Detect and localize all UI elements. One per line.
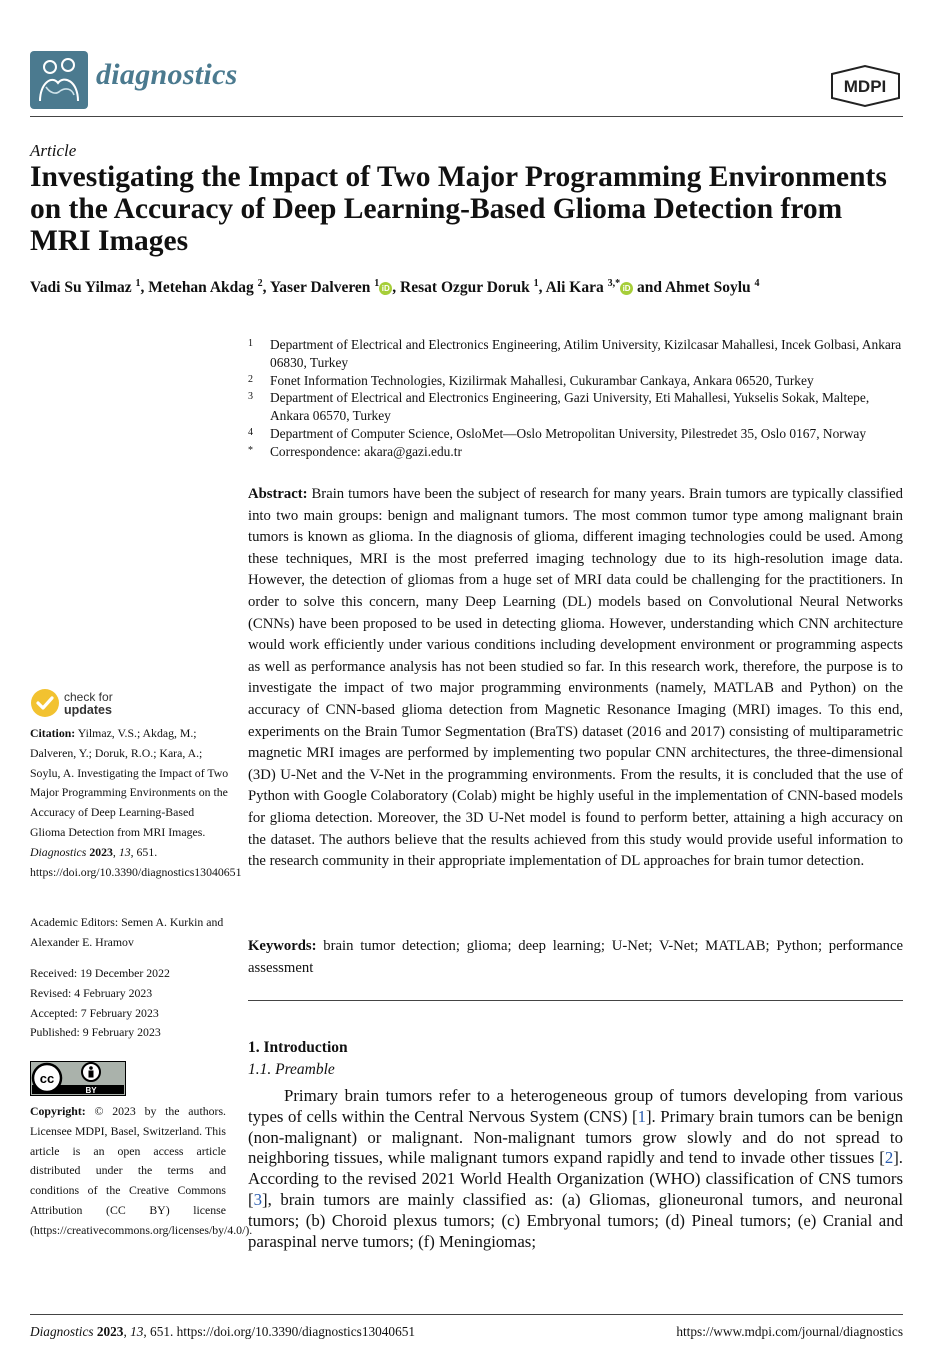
reference-link[interactable]: 2 xyxy=(884,1148,894,1168)
published-date: Published: 9 February 2023 xyxy=(30,1025,161,1040)
affiliation-item: 4 Department of Computer Science, OsloMet—Oslo Metropolitan University, Pilestredet 35, Oslo 0167, Norway xyxy=(248,425,867,441)
copyright-notice: Copyright: © 2023 by the authors. Licensee MDPI, Basel, Switzerland. This article is an open access article distributed under the terms and conditions of the Creative Commons Attribution (CC BY) license (https://creativecommons.org/licenses/by/4.0/). xyxy=(30,1104,253,1237)
author-name: Metehan Akdag xyxy=(148,279,258,297)
affiliations xyxy=(248,336,908,461)
article-type: Article xyxy=(30,141,77,160)
abstract xyxy=(248,484,903,873)
journal-url-link[interactable]: https://www.mdpi.com/journal/diagnostics xyxy=(676,1324,903,1339)
publisher-logo-icon xyxy=(828,64,903,108)
abstract-label: Abstract: xyxy=(248,486,308,502)
check-for-updates-button[interactable]: check for updates xyxy=(30,688,160,720)
cc-by-license-badge[interactable] xyxy=(30,1061,126,1096)
author-list: Vadi Su Yilmaz $^1$, Metehan Akdag $^2$, Yaser Dalveren $^1$ iD , Resat Ozgur Doruk $^1$, Ali Kara $^{3,*}$ iD and Ahmet Soylu $^4$ xyxy=(30,278,760,297)
keywords-text: brain tumor detection; glioma; deep learning; U-Net; V-Net; MATLAB; Python; performance assessment xyxy=(248,938,904,976)
abstract-divider xyxy=(248,1000,903,1001)
publication-dates xyxy=(30,964,230,1043)
author-name: Ali Kara xyxy=(545,279,608,297)
received-date: Received: 19 December 2022 xyxy=(30,966,170,980)
author-name: Vadi Su Yilmaz xyxy=(30,279,136,297)
author-affiliation-marker: 2 xyxy=(257,278,263,289)
affiliation-item: 1 Department of Electrical and Electronics Engineering, Atilim University, Kizilcasar Mahallesi, Incek Golbasi, Ankara 06830, Turkey xyxy=(248,337,902,370)
orcid-icon[interactable]: iD xyxy=(620,282,633,295)
article-title: Investigating the Impact of Two Major Programming Environments on the Accuracy of Deep Learning-Based Glioma Detection from MRI Images xyxy=(30,161,887,257)
affiliation-item: 2 Fonet Information Technologies, Kizilirmak Mahallesi, Cukurambar Cankaya, Ankara 06520, Turkey xyxy=(248,372,814,388)
journal-name: diagnostics xyxy=(96,58,238,91)
subsection-heading: 1.1. Preamble xyxy=(248,1061,335,1078)
svg-text:cc: cc xyxy=(39,1071,55,1086)
academic-editors: Academic Editors: Semen A. Kurkin and Alexander E. Hramov xyxy=(30,915,224,949)
reference-link[interactable]: 1 xyxy=(637,1106,646,1126)
keywords-label: Keywords: xyxy=(248,938,317,954)
reference-link[interactable]: 3 xyxy=(253,1189,262,1209)
orcid-icon[interactable]: iD xyxy=(379,282,392,295)
footer-citation: Diagnostics 2023, 13, 651. https://doi.org/10.3390/diagnostics13040651 xyxy=(30,1324,416,1339)
check-updates-icon xyxy=(30,688,60,718)
svg-text:BY: BY xyxy=(85,1086,97,1095)
author-name: Ahmet Soylu xyxy=(664,279,755,297)
accepted-date: Accepted: 7 February 2023 xyxy=(30,1005,159,1020)
affiliation-item: 3 Department of Electrical and Electronics Engineering, Gazi University, Eti Mahallesi, Yukselis Sokak, Maltepe, Ankara 06570, Turkey xyxy=(248,390,870,424)
header-divider xyxy=(30,116,903,117)
section-heading: 1. Introduction xyxy=(248,1039,348,1056)
revised-date: Revised: 4 February 2023 xyxy=(30,985,153,1000)
citation-block: Citation: Yilmaz, V.S.; Akdag, M.; Dalveren, Y.; Doruk, R.O.; Kara, A.; Soylu, A. Investigating the Impact of Two Major Programming Environments on the Accuracy of Deep Learning-Based Glioma Detection from MRI Images. Diagnostics 2023, 13, 651. https://doi.org/10.3390/diagnostics13040651 xyxy=(30,726,242,879)
author-name: Yaser Dalveren xyxy=(269,279,375,297)
author-affiliation-marker: 1 xyxy=(135,278,141,289)
journal-logo-icon xyxy=(30,51,88,109)
keywords xyxy=(248,936,903,979)
author-affiliation-marker: 1 xyxy=(533,278,539,289)
author-name: Resat Ozgur Doruk xyxy=(400,279,534,297)
correspondence-item: * Correspondence: akara@gazi.edu.tr xyxy=(248,443,462,459)
author-affiliation-marker: 1 xyxy=(374,278,380,289)
footer-divider xyxy=(30,1314,903,1315)
author-affiliation-marker: 3,* xyxy=(607,278,621,289)
publisher-name: MDPI xyxy=(843,77,887,96)
abstract-text: Brain tumors have been the subject of research for many years. Brain tumors are typically classified into two main groups: benign and malignant tumors. The most common tumor type among malignant brain tumors is known as glioma. In the diagnosis of glioma, different imaging technologies could be used. Among these techniques, MRI is the most preferred imaging technology due to its high-resolution image data. However, the detection of gliomas from a huge set of MRI data could be challenging for the practitioners. In order to solve this concern, many Deep Learning (DL) models based on Convolutional Neural Networks (CNNs) have been proposed to be used in detecting glioma. However, understanding which CNN architecture would work efficiently under various conditions including development environment or programming aspects as well as performance analysis has not been studied so far. In this research work, therefore, the purpose is to investigate the impact of two major programming environments (namely, MATLAB and Python) on the accuracy of CNN-based glioma detection from Magnetic Resonance Imaging (MRI) images. To this end, experiments on the Brain Tumor Segmentation (BraTS) dataset (2016 and 2017) consisting of multiparametric magnetic MRI images are performed by implementing two popular CNN architectures, the three-dimensional (3D) U-Net and the V-Net in the programming environments. From the results, it is concluded that the use of Python with Google Colaboratory (Colab) might be highly useful in the implementation of CNN-based models for glioma detection. Moreover, the 3D U-Net model is found to perform better, attaining a high accuracy on the dataset. The authors believe that the results achieved from this study would provide useful information to the research community in their appropriate implementation of DL approaches for brain tumor detection. xyxy=(248,486,903,870)
intro-paragraph: Primary brain tumors refer to a heterogeneous group of tumors developing from various types of cells within the Central Nervous System (CNS) [1]. Primary brain tumors can be benign (non-malignant) or malignant. Non-malignant tumors grow slowly and do not spread to neighboring tissues, while malignant tumors expand rapidly and tend to invade other tissues [2]. According to the revised 2021 World Health Organization (WHO) classification of CNS tumors [3], brain tumors are mainly classified as: (a) Gliomas, glioneuronal tumors, and neuronal tumors; (b) Choroid plexus tumors; (c) Embryonal tumors; (d) Pineal tumors; (e) Cranial and paraspinal nerve tumors; (f) Meningiomas; xyxy=(248,1086,903,1251)
author-affiliation-marker: 4 xyxy=(754,278,760,289)
